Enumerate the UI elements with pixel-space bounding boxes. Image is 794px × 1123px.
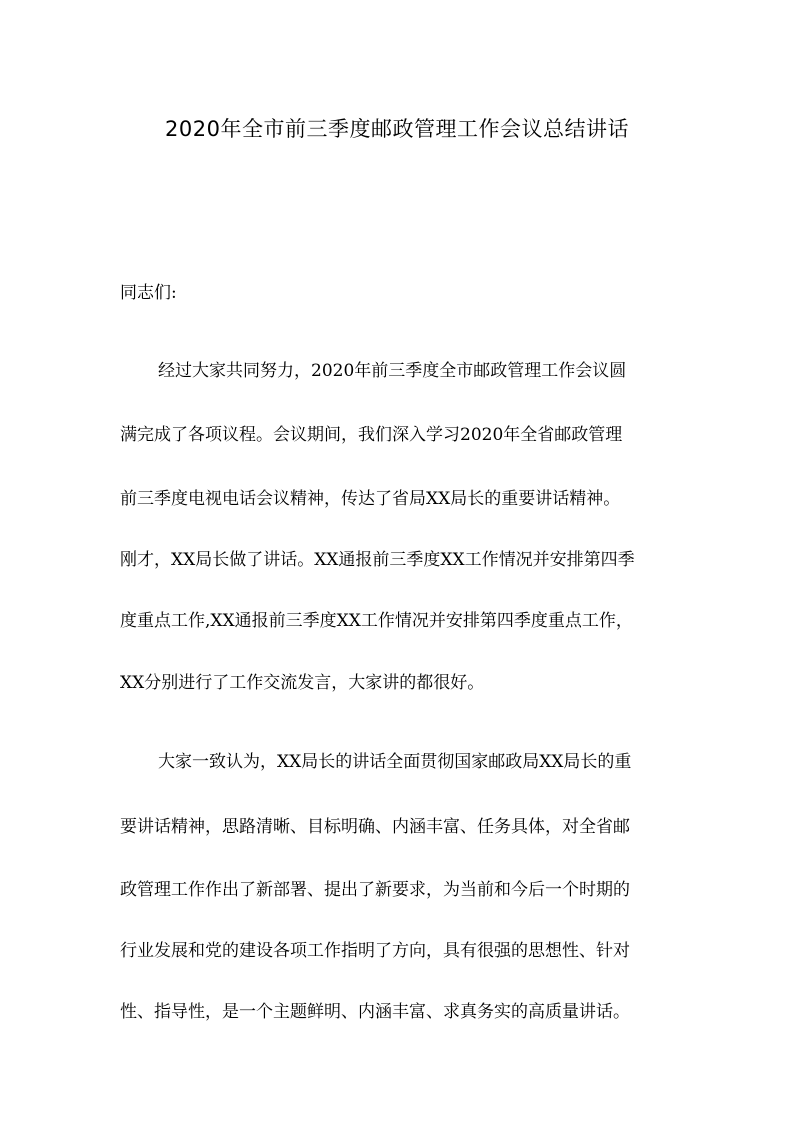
paragraph-line: 行业发展和党的建设各项工作指明了方向，具有很强的思想性、针对 <box>120 941 630 961</box>
paragraph-line: 满完成了各项议程。会议期间，我们深入学习2020年全省邮政管理 <box>120 425 623 445</box>
paragraph-line: 性、指导性，是一个主题鲜明、内涵丰富、求真务实的高质量讲话。 <box>120 1002 630 1022</box>
paragraph-line: 要讲话精神，思路清晰、目标明确、内涵丰富、任务具体，对全省邮 <box>120 817 630 837</box>
paragraph-line: 政管理工作作出了新部署、提出了新要求，为当前和今后一个时期的 <box>120 880 630 900</box>
paragraph-line: 经过大家共同努力，2020年前三季度全市邮政管理工作会议圆 <box>158 361 627 381</box>
paragraph-line: XX分别进行了工作交流发言，大家讲的都很好。 <box>120 673 485 693</box>
paragraph-line: 前三季度电视电话会议精神，传达了省局XX局长的重要讲话精神。 <box>120 489 621 509</box>
paragraph-line: 刚才，XX局长做了讲话。XX通报前三季度XX工作情况并安排第四季 <box>120 550 635 570</box>
document-title: 2020年全市前三季度邮政管理工作会议总结讲话 <box>165 117 629 141</box>
paragraph-line: 度重点工作,XX通报前三季度XX工作情况并安排第四季度重点工作， <box>120 611 633 631</box>
paragraph-line: 大家一致认为，XX局长的讲话全面贯彻国家邮政局XX局长的重 <box>158 752 632 772</box>
salutation: 同志们: <box>120 283 177 303</box>
